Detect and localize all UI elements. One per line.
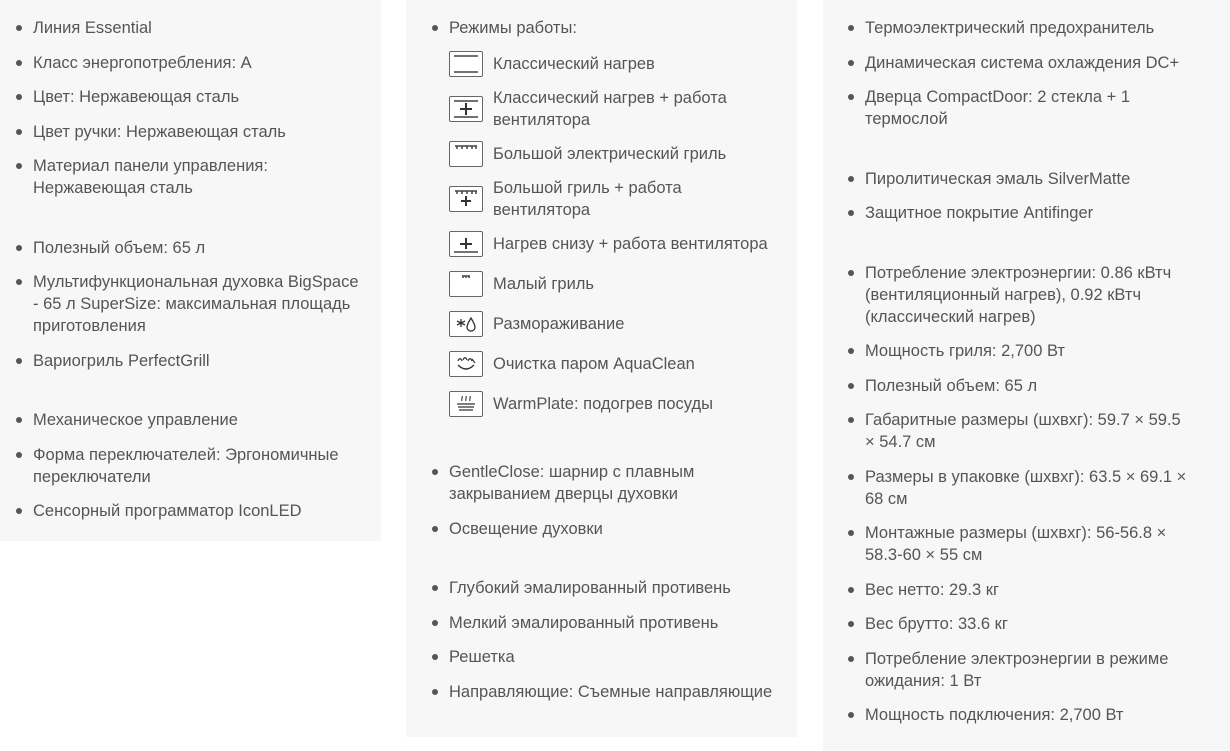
list-item: Мультифункциональная духовка BigSpace - 65 л SuperSize: максимальная площадь приготовления <box>16 271 361 337</box>
warmplate-icon <box>449 391 483 417</box>
list-item: Мощность подключения: 2,700 Вт <box>848 704 1190 726</box>
aquaclean-icon <box>449 351 483 377</box>
mode-item <box>449 347 777 381</box>
list-item: Полезный объем: 65 л <box>16 237 361 259</box>
list-item: Монтажные размеры (шхвхг): 56-56.8 × 58.3-60 × 55 см <box>848 522 1190 566</box>
modes-title <box>432 17 777 421</box>
list-item: Мощность гриля: 2,700 Вт <box>848 340 1190 362</box>
list-item: Механическое управление <box>16 409 361 431</box>
specs-column-general <box>0 0 381 541</box>
spec-list <box>848 168 1190 225</box>
list-item: Потребление электроэнергии: 0.86 кВтч (вентиляционный нагрев), 0.92 кВтч (классический нагрев) <box>848 262 1190 328</box>
list-item: Материал панели управления: Нержавеющая сталь <box>16 155 361 199</box>
list-item: Пиролитическая эмаль SilverMatte <box>848 168 1190 190</box>
cooking-modes-list <box>449 47 777 421</box>
mode-item <box>449 137 777 171</box>
list-item: Размеры в упаковке (шхвхг): 63.5 × 69.1 × 68 см <box>848 466 1190 510</box>
mode-item <box>449 47 777 81</box>
list-item: Форма переключателей: Эргономичные переключатели <box>16 444 361 488</box>
list-item: Решетка <box>432 646 777 668</box>
spec-list <box>432 461 777 540</box>
spec-list <box>16 17 361 199</box>
list-item: Мелкий эмалированный противень <box>432 612 777 634</box>
mode-item <box>449 387 777 421</box>
list-item: Вес брутто: 33.6 кг <box>848 613 1190 635</box>
spec-list <box>432 577 777 703</box>
list-item: Глубокий эмалированный противень <box>432 577 777 599</box>
small-grill-icon <box>449 271 483 297</box>
spec-list <box>848 17 1190 130</box>
list-item: Класс энергопотребления: А <box>16 52 361 74</box>
mode-item <box>449 87 777 131</box>
mode-label: Классический нагрев <box>493 55 655 73</box>
mode-item <box>449 307 777 341</box>
list-item: Полезный объем: 65 л <box>848 375 1190 397</box>
list-item: Вариогриль PerfectGrill <box>16 350 361 372</box>
list-item: Габаритные размеры (шхвхг): 59.7 × 59.5 × 54.7 см <box>848 409 1190 453</box>
modes-title-text: Режимы работы: <box>449 19 577 37</box>
list-item: Цвет ручки: Нержавеющая сталь <box>16 121 361 143</box>
conventional-fan-icon <box>449 96 483 122</box>
mode-label: WarmPlate: подогрев посуды <box>493 395 713 413</box>
list-item: GentleClose: шарнир с плавным закрыванием дверцы духовки <box>432 461 777 505</box>
list-item: Динамическая система охлаждения DC+ <box>848 52 1190 74</box>
list-item: Потребление электроэнергии в режиме ожидания: 1 Вт <box>848 648 1190 692</box>
list-item: Вес нетто: 29.3 кг <box>848 579 1190 601</box>
specs-column-technical <box>823 0 1230 751</box>
list-item: Линия Essential <box>16 17 361 39</box>
bottom-heat-fan-icon <box>449 231 483 257</box>
spec-list <box>432 17 777 421</box>
list-item: Дверца CompactDoor: 2 стекла + 1 термослой <box>848 86 1190 130</box>
list-item: Защитное покрытие Antifinger <box>848 202 1190 224</box>
mode-item <box>449 267 777 301</box>
mode-label: Малый гриль <box>493 275 595 293</box>
mode-label: Нагрев снизу + работа вентилятора <box>493 235 768 253</box>
list-item: Направляющие: Съемные направляющие <box>432 681 777 703</box>
mode-label: Большой электрический гриль <box>493 145 727 163</box>
spec-list <box>16 409 361 522</box>
mode-label: Очистка паром AquaClean <box>493 355 695 373</box>
list-item: Освещение духовки <box>432 518 777 540</box>
mode-label: Большой гриль + работа вентилятора <box>493 179 682 219</box>
conventional-heat-icon <box>449 51 483 77</box>
mode-item <box>449 227 777 261</box>
spec-list <box>16 237 361 372</box>
list-item: Сенсорный программатор IconLED <box>16 500 361 522</box>
list-item: Термоэлектрический предохранитель <box>848 17 1190 39</box>
mode-item <box>449 177 777 221</box>
list-item: Цвет: Нержавеющая сталь <box>16 86 361 108</box>
large-grill-icon <box>449 141 483 167</box>
specs-column-functions <box>406 0 797 737</box>
spec-list <box>848 262 1190 727</box>
large-grill-fan-icon <box>449 186 483 212</box>
mode-label: Классический нагрев + работа вентилятора <box>493 89 727 129</box>
mode-label: Размораживание <box>493 315 625 333</box>
defrost-icon <box>449 311 483 337</box>
